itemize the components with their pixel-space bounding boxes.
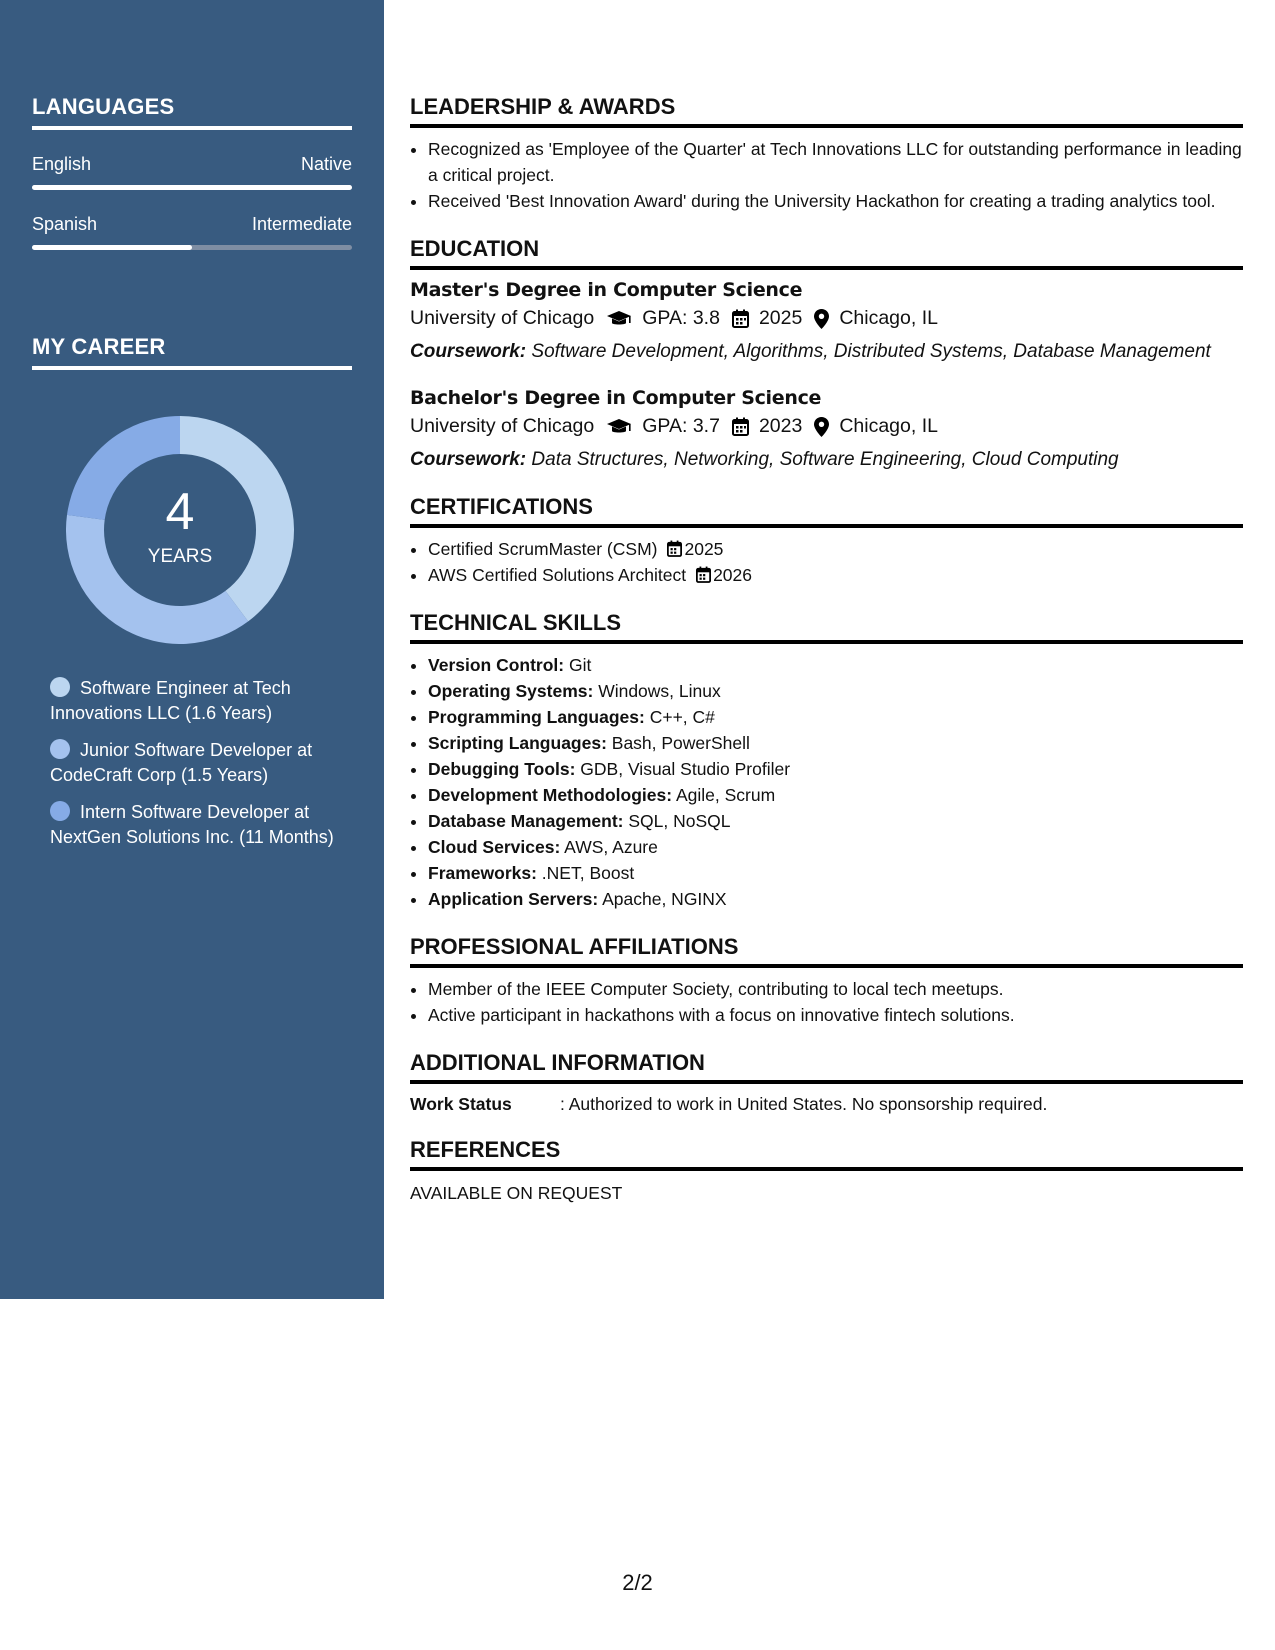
skill-label: Programming Languages: [428,707,645,727]
skill-value: C++, C# [644,707,715,727]
language-bar [32,245,352,250]
references-text: AVAILABLE ON REQUEST [410,1183,623,1203]
skill-label: Frameworks: [428,863,537,883]
skill-item [428,652,1243,678]
school-location: Chicago, IL [839,307,938,329]
school-name: University of Chicago [410,415,595,437]
skill-item [428,704,1243,730]
skill-value: AWS, Azure [560,837,658,857]
gpa: GPA: 3.8 [642,307,720,329]
calendar-icon [732,309,749,328]
skill-label: Development Methodologies: [428,785,673,805]
location-pin-icon [814,309,829,329]
language-bar-fill [32,245,192,250]
gpa: GPA: 3.7 [642,415,720,437]
skill-label: Cloud Services: [428,837,561,857]
school-location: Chicago, IL [839,415,938,437]
skill-label: Database Management: [428,811,624,831]
work-status-value: : Authorized to work in United States. No sponsorship required. [560,1094,1048,1114]
graduation-year: 2025 [758,307,803,329]
language-level: Intermediate [251,214,352,234]
skill-item [428,886,1243,912]
skill-value: GDB, Visual Studio Profiler [575,759,791,779]
cert-year: 2026 [713,565,753,585]
language-level: Native [300,154,352,174]
skill-item [428,860,1243,886]
graduation-cap-icon [606,418,632,436]
skill-label: Version Control: [428,655,565,675]
language-name: Spanish [32,214,98,234]
skill-item [428,730,1243,756]
legend-dot-icon [50,801,70,821]
skill-label: Operating Systems: [428,681,594,701]
language-item [32,154,352,190]
language-name: English [32,154,92,174]
cert-name: AWS Certified Solutions Architect [428,565,687,585]
degree-title: Bachelor's Degree in Computer Science [410,387,822,409]
career-legend-item [50,676,340,726]
list-item: • Recognized as 'Employee of the Quarter' at Tech Innovations LLC for outstanding performance in leading a critical project. [428,136,1243,188]
languages-section [32,94,352,250]
page-number: 2/2 [622,1570,653,1595]
work-status-label: Work Status [410,1094,512,1114]
language-bar-fill [32,185,352,190]
skill-value: Apache, NGINX [598,889,727,909]
coursework-label: Coursework: [410,341,527,362]
skills-list [410,652,1243,912]
legend-label: Software Engineer at Tech Innovations LLC (1.6 Years) [50,678,291,723]
legend-dot-icon [50,677,70,697]
language-item [32,214,352,250]
skill-value: Git [564,655,592,675]
language-bar [32,185,352,190]
additional-info-heading: ADDITIONAL INFORMATION [410,1050,1243,1084]
education-entry [410,387,1243,472]
main-content [410,94,1243,1204]
career-donut-chart [66,416,294,644]
affiliations-heading: PROFESSIONAL AFFILIATIONS [410,934,1243,968]
coursework [410,447,1243,472]
skill-value: .NET, Boost [536,863,635,883]
sidebar [0,0,384,1299]
cert-year: 2025 [684,539,724,559]
skill-item [428,678,1243,704]
legend-label: Intern Software Developer at NextGen Solutions Inc. (11 Months) [50,802,334,847]
legend-label: Junior Software Developer at CodeCraft Corp (1.5 Years) [50,740,313,785]
list-item [428,536,1243,562]
coursework-list: Software Development, Algorithms, Distributed Systems, Database Management [526,341,1211,362]
skill-item [428,808,1243,834]
calendar-icon [696,566,711,583]
work-status-row [410,1094,1243,1115]
school-name: University of Chicago [410,307,595,329]
skill-value: Windows, Linux [593,681,721,701]
career-legend-item [50,738,340,788]
graduation-cap-icon [606,310,632,328]
education-heading: EDUCATION [410,236,1243,270]
skill-label: Debugging Tools: [428,759,576,779]
skill-label: Scripting Languages: [428,733,607,753]
skill-value: Bash, PowerShell [606,733,750,753]
skill-item [428,756,1243,782]
coursework [410,339,1243,364]
certifications-list [410,536,1243,588]
coursework-label: Coursework: [410,449,527,470]
affiliations-list [410,976,1243,1028]
leadership-heading: LEADERSHIP & AWARDS [410,94,1243,128]
coursework-list: Data Structures, Networking, Software Engineering, Cloud Computing [526,449,1119,470]
legend-dot-icon [50,739,70,759]
list-item: • Active participant in hackathons with a focus on innovative fintech solutions. [428,1002,1243,1028]
skill-item [428,834,1243,860]
career-legend [50,676,340,862]
career-section [32,334,352,370]
certifications-heading: CERTIFICATIONS [410,494,1243,528]
education-entry [410,279,1243,364]
calendar-icon [667,540,682,557]
graduation-year: 2023 [758,415,803,437]
career-total-years: 4 [165,483,195,541]
career-total-unit: YEARS [147,546,213,567]
skill-label: Application Servers: [428,889,599,909]
skill-value: SQL, NoSQL [623,811,731,831]
leadership-list [410,136,1243,214]
list-item [428,562,1243,588]
list-item: • Received 'Best Innovation Award' during the University Hackathon for creating a trading analytics tool. [428,188,1243,214]
career-legend-item [50,800,340,850]
languages-heading: LANGUAGES [32,94,352,130]
skill-value: Agile, Scrum [672,785,776,805]
career-heading: MY CAREER [32,334,352,370]
skills-heading: TECHNICAL SKILLS [410,610,1243,644]
degree-title: Master's Degree in Computer Science [410,279,803,301]
list-item: • Member of the IEEE Computer Society, contributing to local tech meetups. [428,976,1243,1002]
references-heading: REFERENCES [410,1137,1243,1171]
location-pin-icon [814,417,829,437]
cert-name: Certified ScrumMaster (CSM) [428,539,658,559]
calendar-icon [732,417,749,436]
skill-item [428,782,1243,808]
